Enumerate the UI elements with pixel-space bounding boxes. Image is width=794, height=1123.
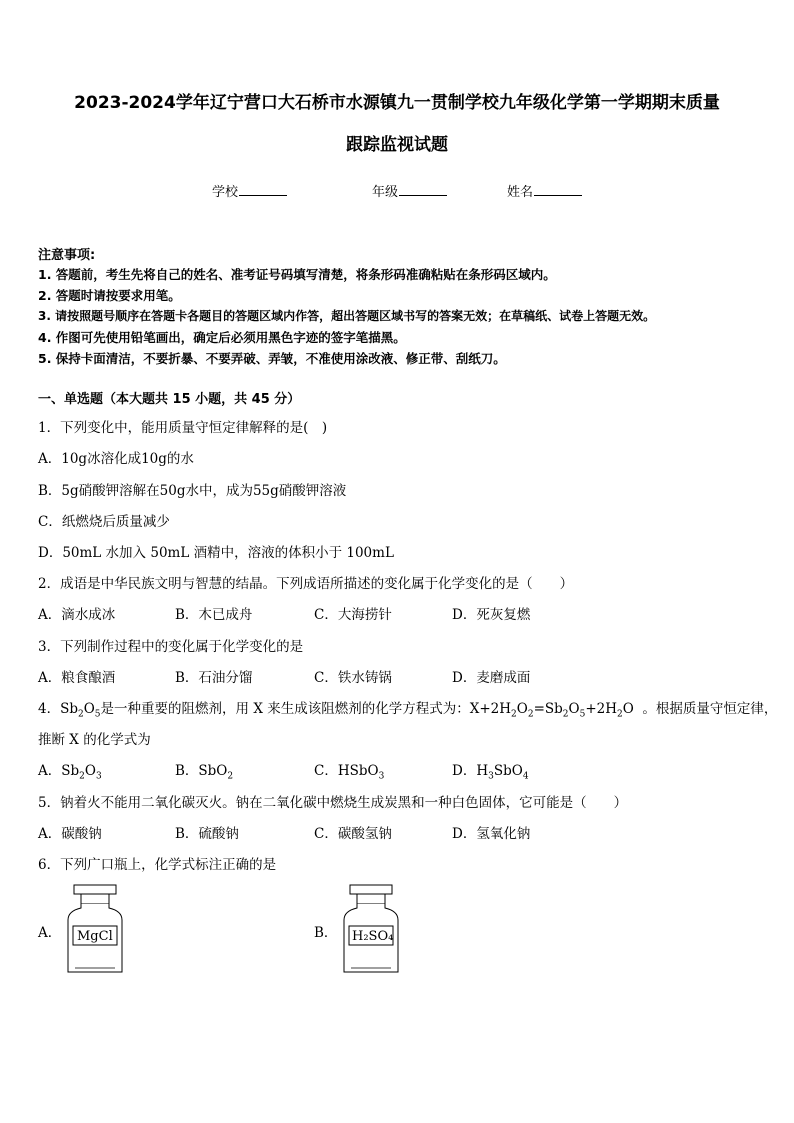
question-1-option-a: A．10g冰溶化成10g的水 — [38, 451, 194, 467]
school-label: 学校 — [212, 185, 239, 200]
question-5-option-a: A．碳酸钠 — [38, 826, 102, 842]
question-5-stem: 5．钠着火不能用二氧化碳灭火。钠在二氧化碳中燃烧生成炭黑和一种白色固体，它可能是（ ） — [38, 795, 628, 811]
question-3-option-a: A．粮食酿酒 — [38, 670, 116, 686]
question-1-option-d: D．50mL 水加入 50mL 酒精中，溶液的体积小于 100mL — [38, 545, 394, 561]
question-2-option-a: A．滴水成冰 — [38, 607, 116, 623]
note-item: 4. 作图可先使用铅笔画出，确定后必须用黑色字迹的签字笔描黑。 — [38, 330, 406, 345]
name-field — [507, 181, 582, 200]
note-item: 5. 保持卡面清洁，不要折暴、不要弄破、弄皱，不准使用涂改液、修正带、刮纸刀。 — [38, 351, 506, 366]
school-field — [212, 181, 287, 200]
question-2-option-d: D．死灰复燃 — [452, 607, 531, 623]
note-item: 2. 答题时请按要求用笔。 — [38, 288, 181, 303]
grade-field — [372, 181, 447, 200]
question-1-option-c: C．纸燃烧后质量减少 — [38, 514, 170, 530]
question-2-option-c: C．大海捞针 — [314, 607, 392, 623]
name-label: 姓名 — [507, 185, 534, 200]
question-3-stem: 3．下列制作过程中的变化属于化学变化的是 — [38, 639, 304, 655]
question-3-option-d: D．麦磨成面 — [452, 670, 531, 686]
question-3-option-b: B．石油分馏 — [175, 670, 253, 686]
section-heading: 一、单选题（本大题共 15 小题，共 45 分） — [38, 392, 301, 407]
question-5-option-d: D．氢氧化钠 — [452, 826, 531, 842]
bottle-b-formula: H₂SO₄ — [352, 929, 394, 944]
question-2-stem: 2．成语是中华民族文明与智慧的结晶。下列成语所描述的变化属于化学变化的是（ ） — [38, 576, 574, 592]
school-blank[interactable] — [239, 183, 287, 196]
question-1-option-b: B．5g硝酸钾溶解在50g水中，成为55g硝酸钾溶液 — [38, 483, 347, 499]
question-4-option-a: A．$Sb_2O_3$ — [38, 763, 102, 782]
notes-heading: 注意事项: — [38, 248, 96, 263]
grade-label: 年级 — [372, 185, 399, 200]
option-prefix: B． — [175, 763, 199, 779]
question-2-option-b: B．木已成舟 — [175, 607, 253, 623]
question-5-option-c: C．碳酸氢钠 — [314, 826, 392, 842]
exam-title-line1: 2023-2024学年辽宁营口大石桥市水源镇九一贯制学校九年级化学第一学期期末质量 — [74, 93, 720, 113]
question-4-option-b: B．SbO$_2$ — [175, 763, 234, 782]
option-prefix: A． — [38, 763, 62, 779]
question-4-stem-line2: 推断 X 的化学式为 — [38, 732, 151, 748]
option-prefix: C． — [314, 763, 338, 779]
option-prefix: D． — [452, 763, 477, 779]
question-4-stem: 4．$Sb_2O_5$是一种重要的阻燃剂，用 X 来生成该阻燃剂的化学方程式为：$X+2H_2O_2=Sb_2O_5+2H_2O$ 。根据质量守恒定律， — [38, 701, 778, 720]
note-item: 1. 答题前，考生先将自己的姓名、准考证号码填写清楚，将条形码准确粘贴在条形码区域内。 — [38, 267, 556, 282]
question-1-stem: 1．下列变化中，能用质量守恒定律解释的是( ) — [38, 420, 328, 436]
exam-title-line2: 跟踪监视试题 — [346, 135, 448, 155]
question-6-stem: 6．下列广口瓶上，化学式标注正确的是 — [38, 857, 277, 873]
name-blank[interactable] — [534, 183, 582, 196]
bottle-a-formula: MgCl — [77, 929, 113, 944]
grade-blank[interactable] — [399, 183, 447, 196]
question-4-option-d: D．$H_3SbO_4$ — [452, 763, 529, 782]
question-6-option-a-label: A． — [38, 925, 62, 941]
note-item: 3. 请按照题号顺序在答题卡各题目的答题区域内作答，超出答题区域书写的答案无效；在草稿纸、试卷上答题无效。 — [38, 309, 656, 323]
question-3-option-c: C．铁水铸锅 — [314, 670, 392, 686]
question-6-option-b-label: B． — [314, 925, 338, 941]
question-5-option-b: B．硫酸钠 — [175, 826, 239, 842]
question-4-option-c: C．HSbO$_3$ — [314, 763, 385, 782]
